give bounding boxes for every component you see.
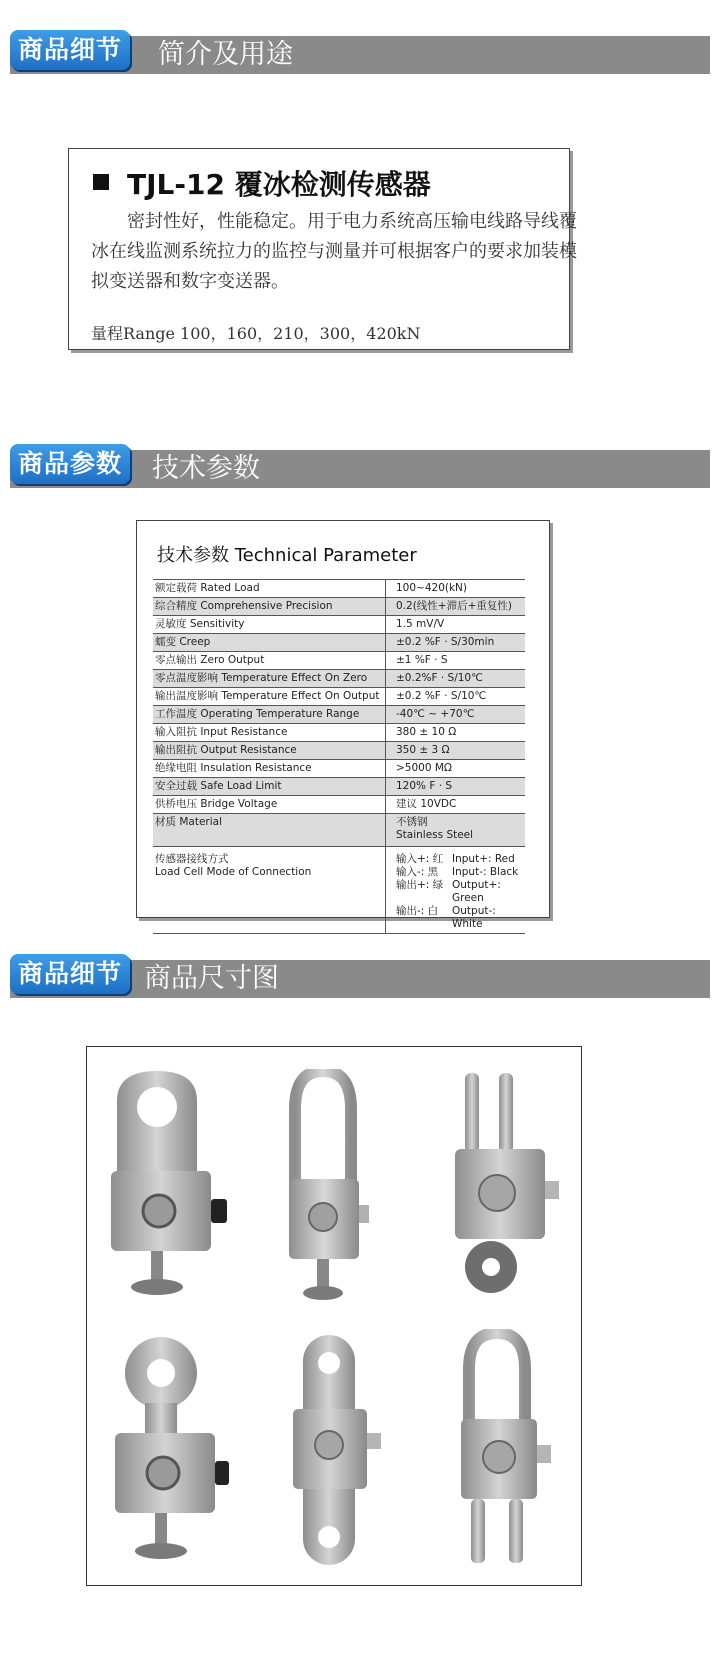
param-name: 工作温度 Operating Temperature Range [153, 706, 386, 724]
param-name: 输入阻抗 Input Resistance [153, 724, 386, 742]
param-name: 灵敏度 Sensitivity [153, 616, 386, 634]
table-row [153, 670, 525, 688]
param-value: ±0.2 %F · S/10℃ [386, 688, 526, 706]
table-row [153, 742, 525, 760]
param-name: 额定载荷 Rated Load [153, 580, 386, 598]
section-badge: 商品细节 [10, 954, 130, 994]
param-name: 输出阻抗 Output Resistance [153, 742, 386, 760]
table-row [153, 634, 525, 652]
product-photos [86, 1046, 582, 1586]
param-name: 输出温度影响 Temperature Effect On Output [153, 688, 386, 706]
param-name: 传感器接线方式 Load Cell Mode of Connection [153, 847, 386, 934]
param-name: 零点温度影响 Temperature Effect On Zero [153, 670, 386, 688]
bullet-square-icon [93, 174, 109, 190]
param-value: 输入+: 红 [396, 853, 444, 865]
param-value: 0.2(线性+滞后+重复性) [386, 598, 526, 616]
table-row [153, 598, 525, 616]
param-name: 零点输出 Zero Output [153, 652, 386, 670]
param-name: 安全过载 Safe Load Limit [153, 778, 386, 796]
product-range: 量程Range 100，160，210，300，420kN [91, 324, 421, 343]
param-name: 绝缘电阻 Insulation Resistance [153, 760, 386, 778]
product-photo-1 [107, 1071, 237, 1311]
section-bar-intro [10, 36, 710, 74]
section-badge: 商品细节 [10, 30, 130, 70]
param-value: 1.5 mV/V [386, 616, 526, 634]
section-title: 简介及用途 [158, 39, 293, 70]
param-name: 蠕变 Creep [153, 634, 386, 652]
product-photo-3 [447, 1069, 567, 1309]
product-description: 密封性好，性能稳定。用于电力系统高压输电线路导线覆冰在线监测系统拉力的监控与测量并可根据客户的要求加装模拟变送器和数字变送器。 [91, 211, 577, 292]
params-box [136, 520, 550, 930]
section-bar-params [10, 450, 710, 488]
product-photo-6 [455, 1329, 565, 1573]
param-value: 建议 10VDC [386, 796, 526, 814]
param-value: Input-: Black [452, 866, 519, 878]
product-title [93, 163, 431, 203]
section-badge: 商品参数 [10, 444, 130, 484]
section-bar-dimensions [10, 960, 710, 998]
param-value: 380 ± 10 Ω [386, 724, 526, 742]
param-value: 输出+: 绿 [396, 879, 444, 891]
param-value: ±1 %F · S [386, 652, 526, 670]
table-row [153, 688, 525, 706]
intro-box [68, 148, 577, 350]
param-value: 不锈钢 Stainless Steel [386, 814, 526, 847]
param-value: 120% F · S [386, 778, 526, 796]
product-title-text: TJL-12 覆冰检测传感器 [127, 168, 431, 201]
param-value: Input+: Red [452, 853, 515, 865]
param-value: -40℃ ~ +70℃ [386, 706, 526, 724]
table-row [153, 778, 525, 796]
product-photo-2 [283, 1069, 383, 1309]
section-title: 商品尺寸图 [144, 963, 279, 994]
param-name: 综合精度 Comprehensive Precision [153, 598, 386, 616]
table-row [153, 760, 525, 778]
table-row-connection [153, 847, 525, 934]
product-photo-4 [107, 1333, 237, 1573]
param-value [386, 847, 526, 934]
product-photo-5 [287, 1333, 397, 1573]
table-row [153, 616, 525, 634]
param-value: Output+: Green [452, 879, 501, 904]
table-row [153, 706, 525, 724]
params-table [153, 579, 525, 934]
param-value: Output-: White [452, 905, 496, 930]
params-title: 技术参数 Technical Parameter [157, 545, 417, 566]
table-row [153, 652, 525, 670]
param-name: 供桥电压 Bridge Voltage [153, 796, 386, 814]
param-value: ±0.2%F · S/10℃ [386, 670, 526, 688]
param-value: 350 ± 3 Ω [386, 742, 526, 760]
table-row [153, 724, 525, 742]
param-name: 材质 Material [153, 814, 386, 847]
param-value: 100~420(kN) [386, 580, 526, 598]
section-title: 技术参数 [152, 453, 260, 484]
table-row [153, 796, 525, 814]
table-row [153, 580, 525, 598]
param-value: 输入-: 黑 [396, 866, 439, 878]
param-value: 输出-: 白 [396, 905, 439, 917]
table-row-material [153, 814, 525, 847]
param-value: >5000 MΩ [386, 760, 526, 778]
param-value: ±0.2 %F · S/30min [386, 634, 526, 652]
